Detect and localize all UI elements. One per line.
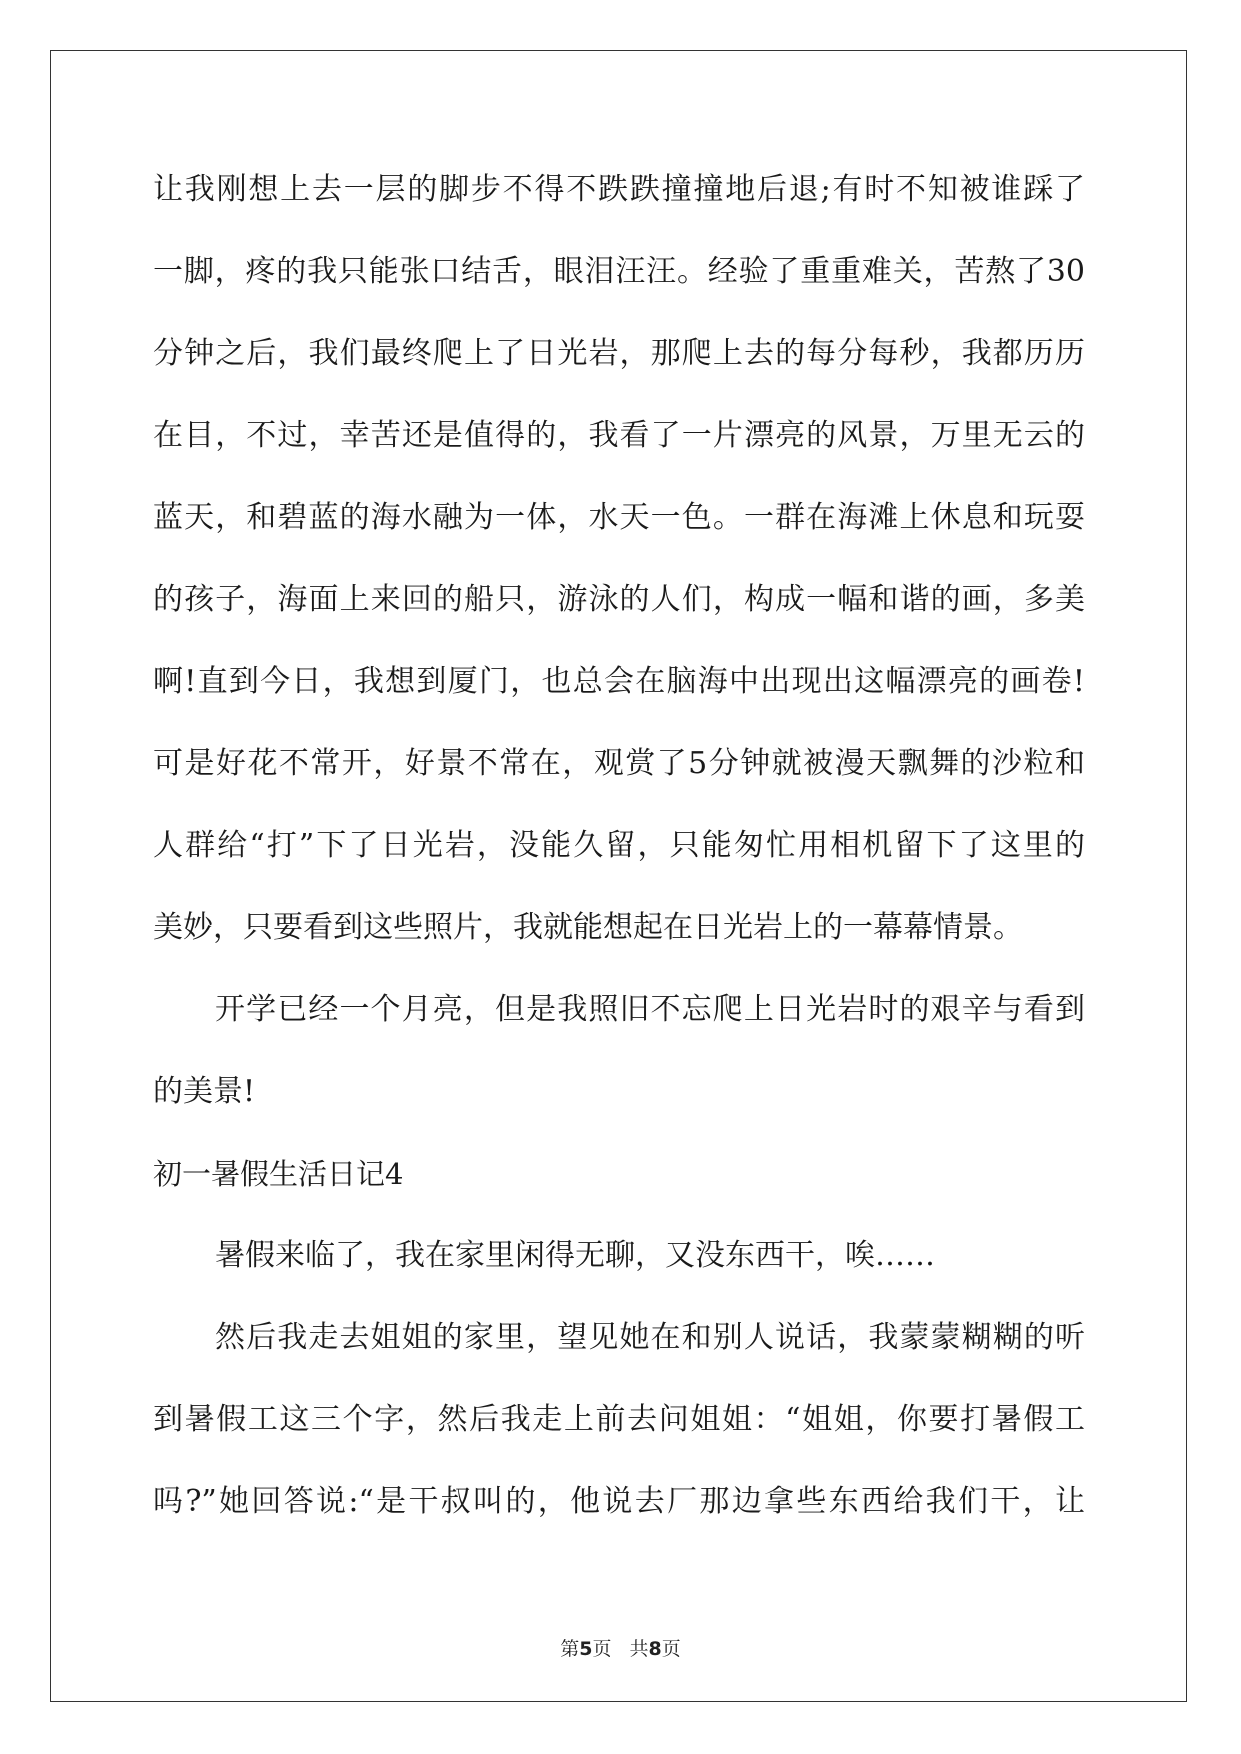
text-line: 人群给“打”下了日光岩，没能久留，只能匆忙用相机留下了这里的 xyxy=(153,828,1085,863)
page-footer xyxy=(0,1634,1241,1661)
total-pages-number: 8 xyxy=(648,1638,662,1660)
text-line: 啊!直到今日，我想到厦门，也总会在脑海中出现出这幅漂亮的画卷! xyxy=(153,664,1085,699)
current-page-number: 5 xyxy=(579,1638,593,1660)
text-line: 在目，不过，幸苦还是值得的，我看了一片漂亮的风景，万里无云的 xyxy=(153,418,1085,453)
section-heading: 初一暑假生活日记4 xyxy=(153,1157,404,1191)
footer-page-suffix: 页 xyxy=(592,1638,612,1660)
text-line: 的美景! xyxy=(153,1074,256,1109)
text-line: 可是好花不常开，好景不常在，观赏了5分钟就被漫天飘舞的沙粒和 xyxy=(153,746,1085,781)
text-line: 分钟之后，我们最终爬上了日光岩，那爬上去的每分每秒，我都历历 xyxy=(153,336,1085,371)
paragraph-start: 暑假来临了，我在家里闲得无聊，又没东西干，唉…… xyxy=(215,1238,935,1273)
paragraph-start: 然后我走去姐姐的家里，望见她在和别人说话，我蒙蒙糊糊的听 xyxy=(215,1320,1085,1355)
text-line: 到暑假工这三个字，然后我走上前去问姐姐：“姐姐，你要打暑假工 xyxy=(153,1402,1085,1437)
text-line: 让我刚想上去一层的脚步不得不跌跌撞撞地后退;有时不知被谁踩了 xyxy=(153,172,1085,207)
text-line: 的孩子，海面上来回的船只，游泳的人们，构成一幅和谐的画，多美 xyxy=(153,582,1085,617)
footer-total-suffix: 页 xyxy=(661,1638,681,1660)
document-body xyxy=(153,160,1085,1554)
footer-total-prefix: 共 xyxy=(629,1638,649,1660)
text-line: 美妙，只要看到这些照片，我就能想起在日光岩上的一幕幕情景。 xyxy=(153,910,1023,945)
text-line: 一脚，疼的我只能张口结舌，眼泪汪汪。经验了重重难关，苦熬了30 xyxy=(153,254,1085,289)
paragraph-start: 开学已经一个月亮，但是我照旧不忘爬上日光岩时的艰辛与看到 xyxy=(215,992,1085,1027)
footer-prefix: 第 xyxy=(560,1638,580,1660)
text-line: 吗?”她回答说:“是干叔叫的，他说去厂那边拿些东西给我们干，让 xyxy=(153,1484,1085,1519)
text-line: 蓝天，和碧蓝的海水融为一体，水天一色。一群在海滩上休息和玩耍 xyxy=(153,500,1085,535)
